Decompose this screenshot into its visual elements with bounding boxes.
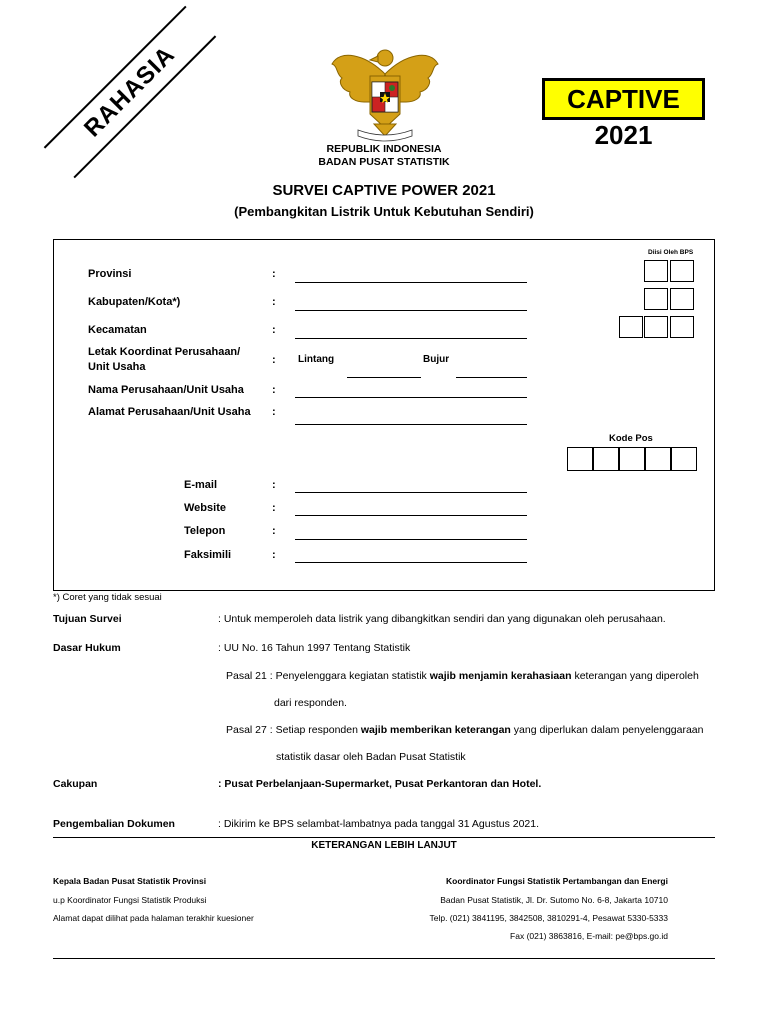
garuda-emblem-icon	[330, 44, 440, 144]
colon: :	[272, 324, 276, 336]
page-subtitle: (Pembangkitan Listrik Untuk Kebutuhan Sendiri)	[234, 204, 534, 219]
lintang-field[interactable]	[347, 377, 421, 378]
website-label: Website	[184, 502, 226, 514]
faksimili-field[interactable]	[295, 562, 527, 563]
email-field[interactable]	[295, 492, 527, 493]
colon: :	[272, 354, 276, 366]
footer-right-2: Badan Pusat Statistik, Jl. Dr. Sutomo No. 6-8, Jakarta 10710	[440, 895, 668, 905]
footer-right-1: Koordinator Fungsi Statistik Pertambangan dan Energi	[446, 876, 668, 886]
tujuan-text: : Untuk memperoleh data listrik yang dibangkitkan sendiri dan yang digunakan oleh perusahaan.	[218, 613, 666, 625]
cakupan-label: Cakupan	[53, 778, 98, 790]
org-line-2: BADAN PUSAT STATISTIK	[318, 156, 450, 168]
page-title: SURVEI CAPTIVE POWER 2021	[272, 182, 496, 199]
kode-pos-box-4[interactable]	[645, 447, 671, 471]
pasal27-a: Pasal 27 : Setiap responden	[226, 724, 361, 736]
telepon-field[interactable]	[295, 539, 527, 540]
kabupaten-code-box-2[interactable]	[670, 288, 694, 310]
pengembalian-label: Pengembalian Dokumen	[53, 818, 175, 830]
pengembalian-text: : Dikirim ke BPS selambat-lambatnya pada tanggal 31 Agustus 2021.	[218, 818, 540, 830]
colon: :	[272, 479, 276, 491]
pasal21-b: keterangan yang diperoleh	[571, 670, 699, 682]
pasal27-c: statistik dasar oleh Badan Pusat Statistik	[276, 751, 466, 763]
koordinat-label-1: Letak Koordinat Perusahaan/	[88, 346, 241, 358]
colon: :	[272, 502, 276, 514]
pasal21-a: Pasal 21 : Penyelenggara kegiatan statistik	[226, 670, 430, 682]
rahasia-stamp: RAHASIA	[44, 6, 217, 179]
website-field[interactable]	[295, 515, 527, 516]
pasal21-c: dari responden.	[274, 697, 347, 709]
nama-label: Nama Perusahaan/Unit Usaha	[88, 384, 244, 396]
cakupan-text: : Pusat Perbelanjaan-Supermarket, Pusat Perkantoran dan Hotel.	[218, 778, 542, 790]
kode-pos-box-1[interactable]	[567, 447, 593, 471]
kecamatan-label: Kecamatan	[88, 324, 147, 336]
colon: :	[272, 268, 276, 280]
kabupaten-field[interactable]	[295, 310, 527, 311]
pasal27-bold: wajib memberikan keterangan	[360, 724, 511, 736]
kode-pos-label: Kode Pos	[609, 433, 653, 444]
email-label: E-mail	[184, 479, 218, 491]
tujuan-label: Tujuan Survei	[53, 613, 122, 625]
kecamatan-field[interactable]	[295, 338, 527, 339]
bps-note: Diisi Oleh BPS	[648, 249, 694, 256]
telepon-label: Telepon	[184, 525, 226, 537]
bujur-field[interactable]	[456, 377, 527, 378]
provinsi-label: Provinsi	[88, 268, 132, 280]
kecamatan-code-box-3[interactable]	[670, 316, 694, 338]
pasal21-line	[226, 670, 699, 682]
colon: :	[272, 296, 276, 308]
kecamatan-code-box-1[interactable]	[619, 316, 643, 338]
footer-right-4: Fax (021) 3863816, E-mail: pe@bps.go.id	[510, 931, 668, 941]
kode-pos-box-3[interactable]	[619, 447, 645, 471]
dasar-text: : UU No. 16 Tahun 1997 Tentang Statistik	[218, 642, 411, 654]
colon: :	[272, 406, 276, 418]
pasal27-b: yang diperlukan dalam penyelenggaraan	[510, 724, 704, 736]
colon: :	[272, 525, 276, 537]
divider-top	[53, 837, 715, 838]
alamat-field[interactable]	[295, 424, 527, 425]
divider-bottom	[53, 958, 715, 959]
kabupaten-code-box-1[interactable]	[644, 288, 668, 310]
footer-left-1: Kepala Badan Pusat Statistik Provinsi	[53, 876, 207, 886]
provinsi-code-box-1[interactable]	[644, 260, 668, 282]
koordinat-label-2: Unit Usaha	[88, 361, 146, 373]
dasar-label: Dasar Hukum	[53, 642, 121, 654]
colon: :	[272, 549, 276, 561]
kode-pos-box-2[interactable]	[593, 447, 619, 471]
footer-left-3: Alamat dapat dilihat pada halaman terakhir kuesioner	[53, 913, 254, 923]
keterangan-heading: KETERANGAN LEBIH LANJUT	[311, 840, 457, 851]
captive-2021-badge: CAPTIVE 2021	[542, 78, 705, 120]
footnote: *) Coret yang tidak sesuai	[53, 592, 162, 603]
pasal27-line	[226, 724, 703, 736]
bujur-label: Bujur	[423, 354, 450, 365]
lintang-label: Lintang	[298, 354, 335, 365]
org-line-1: REPUBLIK INDONESIA	[326, 143, 442, 155]
provinsi-field[interactable]	[295, 282, 527, 283]
footer-left-2: u.p Koordinator Fungsi Statistik Produksi	[53, 895, 207, 905]
faksimili-label: Faksimili	[184, 549, 232, 561]
pasal21-bold: wajib menjamin kerahasiaan	[429, 670, 572, 682]
colon: :	[272, 384, 276, 396]
kabupaten-label: Kabupaten/Kota*)	[88, 296, 181, 308]
provinsi-code-box-2[interactable]	[670, 260, 694, 282]
nama-field[interactable]	[295, 397, 527, 398]
kode-pos-box-5[interactable]	[671, 447, 697, 471]
alamat-label: Alamat Perusahaan/Unit Usaha	[88, 406, 251, 418]
kecamatan-code-box-2[interactable]	[644, 316, 668, 338]
footer-right-3: Telp. (021) 3841195, 3842508, 3810291-4, Pesawat 5330-5333	[429, 913, 668, 923]
